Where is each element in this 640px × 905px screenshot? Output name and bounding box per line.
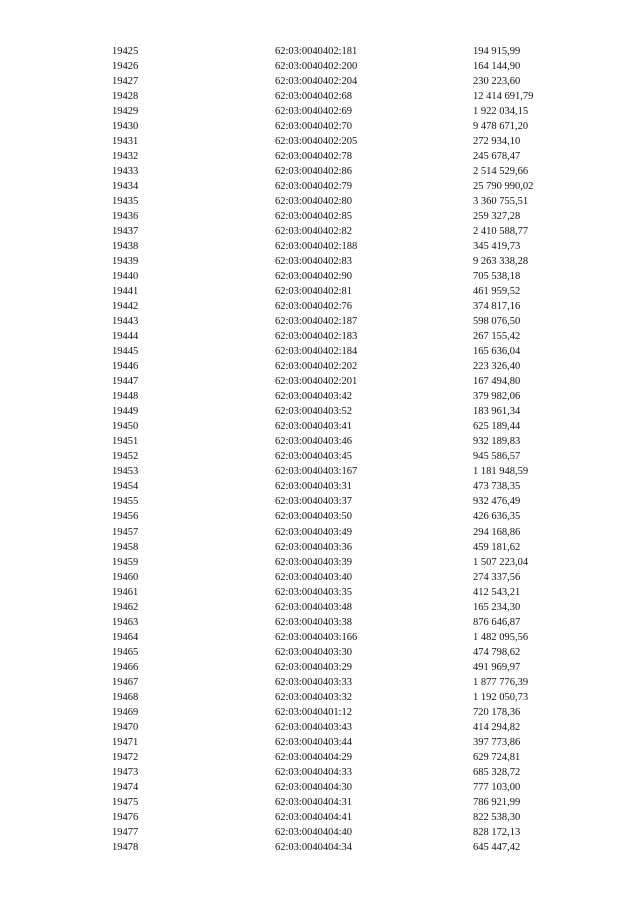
cadastral-value: 474 798,62 bbox=[473, 646, 521, 658]
row-number: 19433 bbox=[112, 166, 139, 178]
cadastral-number: 62:03:0040404:33 bbox=[275, 766, 353, 778]
cadastral-number: 62:03:0040402:202 bbox=[275, 361, 358, 373]
row-number: 19469 bbox=[112, 706, 139, 718]
cadastral-number: 62:03:0040403:49 bbox=[275, 526, 353, 538]
cadastral-value: 786 921,99 bbox=[473, 796, 521, 808]
cadastral-number: 62:03:0040403:50 bbox=[275, 511, 353, 523]
row-number: 19447 bbox=[112, 376, 139, 388]
cadastral-number: 62:03:0040403:44 bbox=[275, 736, 353, 748]
table-row bbox=[0, 494, 640, 509]
row-number: 19459 bbox=[112, 556, 139, 568]
table-row bbox=[0, 540, 640, 555]
cadastral-value: 25 790 990,02 bbox=[473, 181, 534, 193]
table-row bbox=[0, 660, 640, 675]
table-row bbox=[0, 149, 640, 164]
cadastral-number: 62:03:0040403:43 bbox=[275, 721, 353, 733]
row-number: 19425 bbox=[112, 46, 139, 57]
row-number: 19467 bbox=[112, 676, 139, 688]
table-row bbox=[0, 720, 640, 735]
table-row bbox=[0, 194, 640, 209]
table-row bbox=[0, 449, 640, 464]
row-number: 19464 bbox=[112, 631, 139, 643]
row-number: 19440 bbox=[112, 271, 139, 283]
cadastral-number: 62:03:0040402:86 bbox=[275, 166, 353, 178]
row-number: 19466 bbox=[112, 661, 139, 673]
cadastral-value: 705 538,18 bbox=[473, 271, 521, 283]
row-number: 19429 bbox=[112, 106, 139, 118]
cadastral-number: 62:03:0040403:38 bbox=[275, 616, 353, 628]
cadastral-number: 62:03:0040404:40 bbox=[275, 826, 353, 838]
cadastral-value: 491 969,97 bbox=[473, 661, 521, 673]
row-number: 19444 bbox=[112, 331, 139, 343]
cadastral-number: 62:03:0040403:35 bbox=[275, 586, 353, 598]
cadastral-value: 629 724,81 bbox=[473, 751, 521, 763]
row-number: 19475 bbox=[112, 796, 139, 808]
table-row bbox=[0, 404, 640, 419]
cadastral-number: 62:03:0040402:90 bbox=[275, 271, 353, 283]
cadastral-value: 9 263 338,28 bbox=[473, 256, 529, 268]
cadastral-number: 62:03:0040403:48 bbox=[275, 601, 353, 613]
row-number: 19442 bbox=[112, 301, 139, 313]
cadastral-number: 62:03:0040402:187 bbox=[275, 316, 358, 328]
row-number: 19452 bbox=[112, 451, 139, 463]
cadastral-number: 62:03:0040404:29 bbox=[275, 751, 353, 763]
row-number: 19432 bbox=[112, 151, 139, 163]
cadastral-value: 1 507 223,04 bbox=[473, 556, 529, 568]
table-row bbox=[0, 74, 640, 89]
row-number: 19441 bbox=[112, 286, 139, 298]
table-row bbox=[0, 810, 640, 825]
row-number: 19448 bbox=[112, 391, 139, 403]
cadastral-number: 62:03:0040402:200 bbox=[275, 61, 358, 73]
cadastral-number: 62:03:0040403:39 bbox=[275, 556, 353, 568]
table-row bbox=[0, 224, 640, 239]
cadastral-value: 720 178,36 bbox=[473, 706, 521, 718]
cadastral-number: 62:03:0040403:166 bbox=[275, 631, 358, 643]
cadastral-value: 1 922 034,15 bbox=[473, 106, 529, 118]
cadastral-number: 62:03:0040403:31 bbox=[275, 481, 353, 493]
cadastral-value: 1 192 050,73 bbox=[473, 691, 529, 703]
cadastral-value: 473 738,35 bbox=[473, 481, 521, 493]
table-row bbox=[0, 119, 640, 134]
cadastral-value: 230 223,60 bbox=[473, 76, 521, 88]
cadastral-number: 62:03:0040404:31 bbox=[275, 796, 353, 808]
cadastral-value: 397 773,86 bbox=[473, 736, 521, 748]
table-row bbox=[0, 705, 640, 720]
row-number: 19438 bbox=[112, 241, 139, 253]
cadastral-number: 62:03:0040403:30 bbox=[275, 646, 353, 658]
cadastral-value: 194 915,99 bbox=[473, 46, 521, 57]
row-number: 19462 bbox=[112, 601, 139, 613]
table-row bbox=[0, 600, 640, 615]
cadastral-number: 62:03:0040403:29 bbox=[275, 661, 353, 673]
row-number: 19434 bbox=[112, 181, 139, 193]
table-row bbox=[0, 509, 640, 524]
cadastral-number: 62:03:0040402:83 bbox=[275, 256, 353, 268]
row-number: 19470 bbox=[112, 721, 139, 733]
cadastral-value-table bbox=[0, 44, 640, 855]
row-number: 19451 bbox=[112, 436, 139, 448]
row-number: 19463 bbox=[112, 616, 139, 628]
cadastral-number: 62:03:0040402:85 bbox=[275, 211, 353, 223]
table-row bbox=[0, 675, 640, 690]
row-number: 19473 bbox=[112, 766, 139, 778]
table-row bbox=[0, 570, 640, 585]
cadastral-value: 379 982,06 bbox=[473, 391, 521, 403]
table-row bbox=[0, 690, 640, 705]
table-row bbox=[0, 645, 640, 660]
row-number: 19449 bbox=[112, 406, 139, 418]
cadastral-value: 272 934,10 bbox=[473, 136, 521, 148]
row-number: 19476 bbox=[112, 811, 139, 823]
cadastral-number: 62:03:0040403:40 bbox=[275, 571, 353, 583]
cadastral-value: 1 877 776,39 bbox=[473, 676, 529, 688]
row-number: 19456 bbox=[112, 511, 139, 523]
row-number: 19437 bbox=[112, 226, 139, 238]
table-row bbox=[0, 825, 640, 840]
table-row bbox=[0, 284, 640, 299]
row-number: 19427 bbox=[112, 76, 139, 88]
table-row bbox=[0, 164, 640, 179]
cadastral-value: 625 189,44 bbox=[473, 421, 521, 433]
cadastral-value: 598 076,50 bbox=[473, 316, 521, 328]
cadastral-value: 685 328,72 bbox=[473, 766, 521, 778]
cadastral-number: 62:03:0040402:81 bbox=[275, 286, 353, 298]
table-row bbox=[0, 585, 640, 600]
cadastral-value: 223 326,40 bbox=[473, 361, 521, 373]
cadastral-value: 374 817,16 bbox=[473, 301, 521, 313]
table-row bbox=[0, 269, 640, 284]
cadastral-number: 62:03:0040402:78 bbox=[275, 151, 353, 163]
table-row bbox=[0, 479, 640, 494]
table-row bbox=[0, 254, 640, 269]
cadastral-value: 932 476,49 bbox=[473, 496, 521, 508]
cadastral-number: 62:03:0040403:32 bbox=[275, 691, 353, 703]
cadastral-value: 3 360 755,51 bbox=[473, 196, 529, 208]
table-row bbox=[0, 359, 640, 374]
row-number: 19439 bbox=[112, 256, 139, 268]
table-row bbox=[0, 840, 640, 855]
cadastral-number: 62:03:0040402:188 bbox=[275, 241, 358, 253]
table-row bbox=[0, 555, 640, 570]
cadastral-number: 62:03:0040403:36 bbox=[275, 541, 353, 553]
row-number: 19472 bbox=[112, 751, 139, 763]
row-number: 19428 bbox=[112, 91, 139, 103]
table-row bbox=[0, 419, 640, 434]
cadastral-value: 426 636,35 bbox=[473, 511, 521, 523]
table-row bbox=[0, 615, 640, 630]
row-number: 19426 bbox=[112, 61, 139, 73]
cadastral-number: 62:03:0040402:204 bbox=[275, 76, 358, 88]
cadastral-value: 164 144,90 bbox=[473, 61, 521, 73]
row-number: 19471 bbox=[112, 736, 139, 748]
cadastral-value: 1 181 948,59 bbox=[473, 466, 529, 478]
table-row bbox=[0, 89, 640, 104]
table-row bbox=[0, 314, 640, 329]
cadastral-value: 165 636,04 bbox=[473, 346, 521, 358]
cadastral-number: 62:03:0040402:69 bbox=[275, 106, 353, 118]
cadastral-number: 62:03:0040403:33 bbox=[275, 676, 353, 688]
cadastral-number: 62:03:0040403:52 bbox=[275, 406, 353, 418]
table-row bbox=[0, 525, 640, 540]
row-number: 19431 bbox=[112, 136, 139, 148]
cadastral-value: 459 181,62 bbox=[473, 541, 521, 553]
cadastral-value: 2 514 529,66 bbox=[473, 166, 529, 178]
table-row bbox=[0, 134, 640, 149]
cadastral-value: 461 959,52 bbox=[473, 286, 521, 298]
cadastral-value: 267 155,42 bbox=[473, 331, 521, 343]
row-number: 19454 bbox=[112, 481, 139, 493]
row-number: 19450 bbox=[112, 421, 139, 433]
table-row bbox=[0, 765, 640, 780]
cadastral-value: 259 327,28 bbox=[473, 211, 521, 223]
cadastral-number: 62:03:0040403:46 bbox=[275, 436, 353, 448]
row-number: 19478 bbox=[112, 841, 139, 853]
cadastral-number: 62:03:0040404:30 bbox=[275, 781, 353, 793]
cadastral-value: 414 294,82 bbox=[473, 721, 521, 733]
cadastral-number: 62:03:0040403:45 bbox=[275, 451, 353, 463]
row-number: 19457 bbox=[112, 526, 139, 538]
cadastral-number: 62:03:0040402:79 bbox=[275, 181, 353, 193]
cadastral-number: 62:03:0040404:34 bbox=[275, 841, 353, 853]
table-row bbox=[0, 630, 640, 645]
cadastral-number: 62:03:0040402:68 bbox=[275, 91, 353, 103]
cadastral-value: 777 103,00 bbox=[473, 781, 521, 793]
table-row bbox=[0, 329, 640, 344]
cadastral-number: 62:03:0040402:80 bbox=[275, 196, 353, 208]
cadastral-value: 828 172,13 bbox=[473, 826, 521, 838]
cadastral-number: 62:03:0040402:181 bbox=[275, 46, 358, 57]
table-row bbox=[0, 104, 640, 119]
table-row bbox=[0, 239, 640, 254]
table-row bbox=[0, 299, 640, 314]
row-number: 19435 bbox=[112, 196, 139, 208]
cadastral-value: 2 410 588,77 bbox=[473, 226, 529, 238]
row-number: 19455 bbox=[112, 496, 139, 508]
table-row bbox=[0, 750, 640, 765]
cadastral-number: 62:03:0040402:201 bbox=[275, 376, 358, 388]
table-row bbox=[0, 434, 640, 449]
cadastral-number: 62:03:0040403:167 bbox=[275, 466, 358, 478]
row-number: 19460 bbox=[112, 571, 139, 583]
row-number: 19446 bbox=[112, 361, 139, 373]
cadastral-value: 12 414 691,79 bbox=[473, 91, 534, 103]
cadastral-value: 245 678,47 bbox=[473, 151, 521, 163]
cadastral-value: 412 543,21 bbox=[473, 586, 521, 598]
row-number: 19458 bbox=[112, 541, 139, 553]
row-number: 19453 bbox=[112, 466, 139, 478]
table-row bbox=[0, 344, 640, 359]
row-number: 19445 bbox=[112, 346, 139, 358]
row-number: 19474 bbox=[112, 781, 139, 793]
cadastral-number: 62:03:0040402:82 bbox=[275, 226, 353, 238]
table-row bbox=[0, 59, 640, 74]
cadastral-value: 9 478 671,20 bbox=[473, 121, 529, 133]
table-row bbox=[0, 780, 640, 795]
cadastral-value: 294 168,86 bbox=[473, 526, 521, 538]
cadastral-number: 62:03:0040402:205 bbox=[275, 136, 358, 148]
row-number: 19443 bbox=[112, 316, 139, 328]
table-row bbox=[0, 374, 640, 389]
cadastral-value: 274 337,56 bbox=[473, 571, 521, 583]
cadastral-value: 945 586,57 bbox=[473, 451, 521, 463]
cadastral-number: 62:03:0040401:12 bbox=[275, 706, 353, 718]
cadastral-number: 62:03:0040402:183 bbox=[275, 331, 358, 343]
cadastral-value: 167 494,80 bbox=[473, 376, 521, 388]
cadastral-number: 62:03:0040402:70 bbox=[275, 121, 353, 133]
row-number: 19461 bbox=[112, 586, 139, 598]
cadastral-value: 645 447,42 bbox=[473, 841, 521, 853]
table-row bbox=[0, 464, 640, 479]
cadastral-value: 822 538,30 bbox=[473, 811, 521, 823]
row-number: 19468 bbox=[112, 691, 139, 703]
row-number: 19436 bbox=[112, 211, 139, 223]
cadastral-number: 62:03:0040404:41 bbox=[275, 811, 353, 823]
cadastral-value: 183 961,34 bbox=[473, 406, 521, 418]
cadastral-value: 1 482 095,56 bbox=[473, 631, 529, 643]
table-row bbox=[0, 795, 640, 810]
cadastral-value: 876 646,87 bbox=[473, 616, 521, 628]
cadastral-value: 932 189,83 bbox=[473, 436, 521, 448]
cadastral-number: 62:03:0040403:41 bbox=[275, 421, 353, 433]
row-number: 19465 bbox=[112, 646, 139, 658]
table-row bbox=[0, 735, 640, 750]
cadastral-value: 165 234,30 bbox=[473, 601, 521, 613]
table-row bbox=[0, 389, 640, 404]
cadastral-number: 62:03:0040402:76 bbox=[275, 301, 353, 313]
cadastral-number: 62:03:0040403:42 bbox=[275, 391, 353, 403]
row-number: 19430 bbox=[112, 121, 139, 133]
cadastral-value: 345 419,73 bbox=[473, 241, 521, 253]
cadastral-number: 62:03:0040403:37 bbox=[275, 496, 353, 508]
table-row bbox=[0, 179, 640, 194]
table-row bbox=[0, 44, 640, 59]
cadastral-number: 62:03:0040402:184 bbox=[275, 346, 358, 358]
table-row bbox=[0, 209, 640, 224]
row-number: 19477 bbox=[112, 826, 139, 838]
